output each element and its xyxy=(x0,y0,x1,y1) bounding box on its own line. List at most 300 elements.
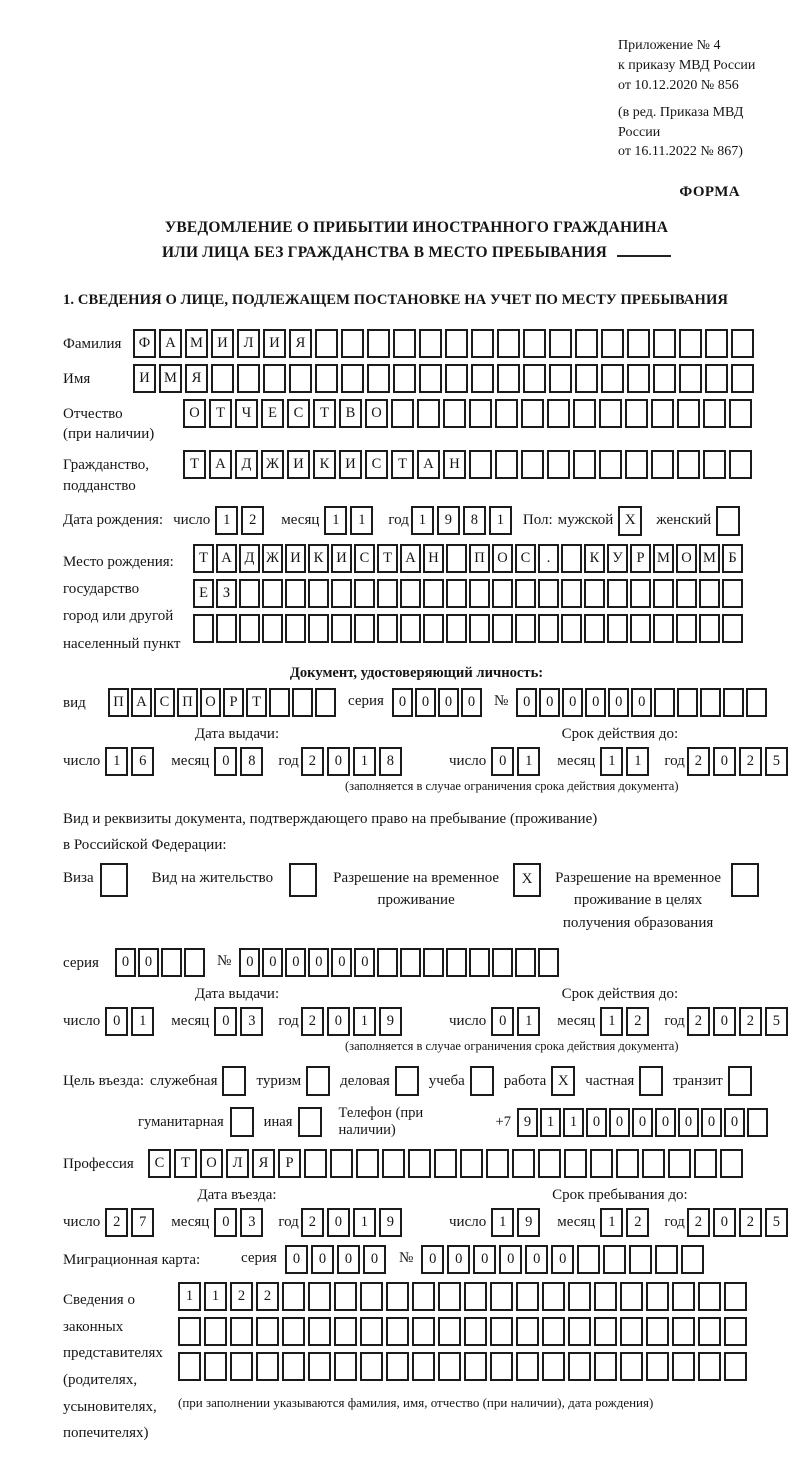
birth-date-label: Дата рождения: xyxy=(63,512,164,529)
doc-number-boxes xyxy=(516,688,769,717)
char-box: К xyxy=(584,544,605,573)
month-label: месяц xyxy=(281,512,320,529)
doc-kind-boxes xyxy=(108,688,338,717)
legal-reps-line1 xyxy=(178,1282,750,1311)
char-box xyxy=(469,614,490,643)
char-box: 9 xyxy=(517,1108,538,1137)
char-box xyxy=(723,688,744,717)
char-box: Т xyxy=(209,399,232,428)
char-box xyxy=(746,688,767,717)
char-box xyxy=(282,1282,305,1311)
char-box: С xyxy=(287,399,310,428)
char-box: 2 xyxy=(626,1007,649,1036)
patronymic-row xyxy=(63,399,770,445)
char-box: 1 xyxy=(600,1208,623,1237)
char-box: И xyxy=(287,450,310,479)
year-label: год xyxy=(664,753,685,770)
char-box xyxy=(400,614,421,643)
char-box xyxy=(521,450,544,479)
char-box: 0 xyxy=(327,747,350,776)
char-box xyxy=(516,1317,539,1346)
phone-prefix: +7 xyxy=(495,1113,511,1130)
purpose-phone-row xyxy=(63,1105,770,1139)
purpose-business-checkbox xyxy=(395,1066,419,1096)
char-box xyxy=(419,364,442,393)
char-box: 0 xyxy=(585,688,606,717)
char-box: С xyxy=(148,1149,171,1178)
char-box: 2 xyxy=(301,1208,324,1237)
char-box: 0 xyxy=(327,1007,350,1036)
number-label: № xyxy=(493,693,509,710)
year-label: год xyxy=(278,1214,299,1231)
char-box: Т xyxy=(246,688,267,717)
profession-boxes xyxy=(148,1149,746,1178)
char-box: 2 xyxy=(687,1208,710,1237)
char-box xyxy=(285,579,306,608)
char-box xyxy=(642,1149,665,1178)
char-box: 2 xyxy=(739,1208,762,1237)
char-box xyxy=(679,364,702,393)
year-label: год xyxy=(664,1214,685,1231)
char-box xyxy=(568,1282,591,1311)
char-box: 0 xyxy=(105,1007,128,1036)
char-box: Т xyxy=(391,450,414,479)
char-box xyxy=(492,948,513,977)
char-box xyxy=(400,579,421,608)
char-box xyxy=(573,450,596,479)
char-box: Н xyxy=(443,450,466,479)
phone-label: Телефон (при наличии) xyxy=(338,1105,424,1139)
char-box: 0 xyxy=(551,1245,574,1274)
char-box xyxy=(460,1149,483,1178)
ref-line: к приказу МВД России xyxy=(618,57,756,73)
char-box xyxy=(694,1149,717,1178)
char-box xyxy=(367,364,390,393)
char-box: 1 xyxy=(353,1208,376,1237)
patronymic-boxes xyxy=(183,399,755,428)
char-box xyxy=(469,450,492,479)
char-box xyxy=(464,1282,487,1311)
char-box: П xyxy=(108,688,129,717)
char-box xyxy=(377,614,398,643)
char-box xyxy=(269,688,290,717)
char-box: 0 xyxy=(499,1245,522,1274)
char-box xyxy=(547,450,570,479)
stay-until-group xyxy=(449,1187,791,1237)
char-box xyxy=(386,1317,409,1346)
doc-kind-label: вид xyxy=(63,695,86,712)
char-box: И xyxy=(211,329,234,358)
char-box: Я xyxy=(252,1149,275,1178)
section1-heading: 1. СВЕДЕНИЯ О ЛИЦЕ, ПОДЛЕЖАЩЕМ ПОСТАНОВКЕ НА УЧЕТ ПО МЕСТУ ПРЕБЫВАНИЯ xyxy=(63,291,729,308)
year-label: год xyxy=(278,753,299,770)
char-box xyxy=(211,364,234,393)
char-box xyxy=(516,1352,539,1381)
char-box xyxy=(492,579,513,608)
char-box: Р xyxy=(630,544,651,573)
char-box xyxy=(469,579,490,608)
char-box xyxy=(354,579,375,608)
char-box xyxy=(263,364,286,393)
char-box: 0 xyxy=(516,688,537,717)
temp-permit-checkbox: X xyxy=(513,863,541,897)
char-box: И xyxy=(331,544,352,573)
char-box: Ж xyxy=(261,450,284,479)
char-box xyxy=(184,948,205,977)
limit-note: (заполняется в случае ограничения срока действия документа) xyxy=(345,779,679,794)
char-box: 2 xyxy=(739,1007,762,1036)
entry-stay-dates xyxy=(63,1187,780,1237)
char-box: 2 xyxy=(230,1282,253,1311)
citizenship-label: Гражданство, подданство xyxy=(63,457,150,494)
char-box xyxy=(464,1352,487,1381)
purpose-study-label: учеба xyxy=(428,1072,465,1089)
char-box xyxy=(705,364,728,393)
residence-number-boxes xyxy=(239,948,561,977)
char-box: П xyxy=(177,688,198,717)
char-box xyxy=(193,614,214,643)
char-box xyxy=(497,364,520,393)
char-box: 0 xyxy=(285,1245,308,1274)
char-box: А xyxy=(417,450,440,479)
char-box: 0 xyxy=(632,1108,653,1137)
month-label: месяц xyxy=(171,753,210,770)
month-label: месяц xyxy=(557,1214,596,1231)
char-box xyxy=(377,579,398,608)
char-box: 2 xyxy=(241,506,264,535)
char-box xyxy=(282,1352,305,1381)
number-label: № xyxy=(398,1250,414,1267)
valid-until-group xyxy=(449,986,791,1036)
char-box: 9 xyxy=(437,506,460,535)
char-box: 0 xyxy=(586,1108,607,1137)
char-box: 0 xyxy=(214,1208,237,1237)
char-box xyxy=(237,364,260,393)
char-box xyxy=(722,614,743,643)
char-box: 1 xyxy=(353,1007,376,1036)
stay-until-heading: Срок пребывания до: xyxy=(552,1187,688,1204)
order-reference xyxy=(618,36,770,162)
char-box: 0 xyxy=(363,1245,386,1274)
title-underline xyxy=(617,241,671,257)
legal-reps-line2 xyxy=(178,1317,750,1346)
char-box: Т xyxy=(174,1149,197,1178)
char-box xyxy=(412,1282,435,1311)
citizenship-row xyxy=(63,450,770,496)
birth-place-line3 xyxy=(193,614,745,643)
char-box xyxy=(354,614,375,643)
birth-place-label: Место рождения: государство город или другой населенный пункт xyxy=(63,553,181,652)
char-box xyxy=(653,329,676,358)
char-box: 1 xyxy=(540,1108,561,1137)
char-box: 1 xyxy=(324,506,347,535)
char-box: 1 xyxy=(215,506,238,535)
char-box xyxy=(653,614,674,643)
char-box xyxy=(672,1317,695,1346)
char-box xyxy=(262,579,283,608)
char-box xyxy=(423,948,444,977)
issue-month-boxes xyxy=(214,747,266,776)
birth-place-boxes xyxy=(193,544,745,643)
visa-checkbox xyxy=(100,863,128,897)
char-box: Л xyxy=(226,1149,249,1178)
char-box: 1 xyxy=(626,747,649,776)
day-label: число xyxy=(63,753,101,770)
char-box xyxy=(256,1317,279,1346)
char-box xyxy=(627,364,650,393)
entry-year-boxes xyxy=(301,1208,405,1237)
char-box xyxy=(262,614,283,643)
purpose-humanitarian-checkbox xyxy=(230,1107,254,1137)
valid-year-boxes xyxy=(687,747,791,776)
given-name-boxes xyxy=(133,364,757,393)
sex-male-checkbox: X xyxy=(618,506,642,536)
form-word: ФОРМА xyxy=(679,184,740,201)
char-box xyxy=(400,948,421,977)
char-box: 2 xyxy=(687,1007,710,1036)
char-box xyxy=(423,614,444,643)
char-box xyxy=(334,1352,357,1381)
char-box: 0 xyxy=(461,688,482,717)
char-box xyxy=(676,614,697,643)
char-box: Т xyxy=(313,399,336,428)
series-label: серия xyxy=(63,955,99,972)
visit-purpose-row xyxy=(63,1066,770,1096)
day-label: число xyxy=(449,1214,487,1231)
char-box xyxy=(471,364,494,393)
char-box: О xyxy=(183,399,206,428)
valid-until-group xyxy=(449,726,791,776)
char-box: 0 xyxy=(491,747,514,776)
legal-reps-boxes xyxy=(178,1282,750,1411)
char-box xyxy=(575,329,598,358)
char-box xyxy=(590,1149,613,1178)
identity-doc-dates xyxy=(63,726,780,776)
char-box: С xyxy=(154,688,175,717)
legal-reps-note: (при заполнении указываются фамилия, имя, отчество (при наличии), дата рождения) xyxy=(178,1395,654,1411)
valid-month-boxes xyxy=(600,1007,652,1036)
char-box xyxy=(646,1282,669,1311)
char-box xyxy=(341,329,364,358)
char-box: 3 xyxy=(240,1007,263,1036)
char-box xyxy=(629,1245,652,1274)
char-box: И xyxy=(263,329,286,358)
char-box: 2 xyxy=(301,1007,324,1036)
char-box xyxy=(655,1245,678,1274)
entry-month-boxes xyxy=(214,1208,266,1237)
char-box: 0 xyxy=(138,948,159,977)
amend-line: (в ред. Приказа МВД России xyxy=(618,104,744,140)
char-box xyxy=(703,399,726,428)
char-box xyxy=(367,329,390,358)
valid-day-boxes xyxy=(491,1007,543,1036)
char-box: Б xyxy=(722,544,743,573)
char-box xyxy=(677,688,698,717)
identity-doc-row xyxy=(63,688,770,717)
char-box: 0 xyxy=(655,1108,676,1137)
char-box xyxy=(282,1317,305,1346)
birth-date-row xyxy=(63,506,770,536)
char-box: 0 xyxy=(525,1245,548,1274)
purpose-official-checkbox xyxy=(222,1066,246,1096)
year-label: год xyxy=(278,1013,299,1030)
char-box: 0 xyxy=(724,1108,745,1137)
citizenship-boxes xyxy=(183,450,755,479)
residence-doc-dates xyxy=(63,986,780,1036)
char-box xyxy=(668,1149,691,1178)
char-box: О xyxy=(200,1149,223,1178)
ref-line: от 10.12.2020 № 856 xyxy=(618,77,739,93)
visa-label: Виза xyxy=(63,869,94,886)
char-box xyxy=(495,399,518,428)
char-box xyxy=(308,1317,331,1346)
birth-place-row xyxy=(63,544,770,658)
char-box xyxy=(256,1352,279,1381)
valid-until-heading: Срок действия до: xyxy=(561,986,679,1003)
char-box xyxy=(308,1282,331,1311)
char-box xyxy=(308,614,329,643)
char-box: 0 xyxy=(308,948,329,977)
char-box xyxy=(646,1317,669,1346)
char-box: 1 xyxy=(411,506,434,535)
char-box xyxy=(672,1352,695,1381)
char-box: 8 xyxy=(379,747,402,776)
char-box xyxy=(720,1149,743,1178)
char-box: Н xyxy=(423,544,444,573)
char-box xyxy=(495,450,518,479)
doc-series-boxes xyxy=(392,688,484,717)
char-box xyxy=(607,614,628,643)
char-box: 2 xyxy=(301,747,324,776)
char-box xyxy=(445,329,468,358)
char-box: 7 xyxy=(131,1208,154,1237)
purpose-tourism-checkbox xyxy=(306,1066,330,1096)
char-box: И xyxy=(339,450,362,479)
purpose-business-label: деловая xyxy=(340,1072,390,1089)
char-box xyxy=(577,1245,600,1274)
valid-month-boxes xyxy=(600,747,652,776)
char-box xyxy=(521,399,544,428)
char-box xyxy=(620,1282,643,1311)
char-box: 0 xyxy=(701,1108,722,1137)
char-box xyxy=(538,1149,561,1178)
char-box xyxy=(417,399,440,428)
char-box xyxy=(230,1317,253,1346)
char-box xyxy=(705,329,728,358)
char-box: О xyxy=(492,544,513,573)
day-label: число xyxy=(449,753,487,770)
char-box xyxy=(178,1352,201,1381)
char-box xyxy=(334,1317,357,1346)
issue-day-boxes xyxy=(105,747,157,776)
char-box xyxy=(434,1149,457,1178)
char-box: О xyxy=(200,688,221,717)
char-box xyxy=(627,329,650,358)
sex-male-label: мужской xyxy=(557,512,614,529)
char-box xyxy=(419,329,442,358)
title-line-1: УВЕДОМЛЕНИЕ О ПРИБЫТИИ ИНОСТРАННОГО ГРАЖДАНИНА xyxy=(164,219,669,237)
char-box xyxy=(594,1317,617,1346)
purpose-work-label: работа xyxy=(503,1072,547,1089)
char-box: 1 xyxy=(489,506,512,535)
limit-note: (заполняется в случае ограничения срока действия документа) xyxy=(345,1039,679,1054)
amendment-reference xyxy=(618,103,770,163)
char-box xyxy=(445,364,468,393)
char-box: М xyxy=(653,544,674,573)
char-box: П xyxy=(469,544,490,573)
char-box: 2 xyxy=(256,1282,279,1311)
char-box: 1 xyxy=(517,747,540,776)
char-box xyxy=(423,579,444,608)
phone-boxes xyxy=(517,1108,770,1137)
residence-doc-options xyxy=(63,863,770,935)
issue-year-boxes xyxy=(301,747,405,776)
char-box: 2 xyxy=(626,1208,649,1237)
char-box xyxy=(334,1282,357,1311)
char-box xyxy=(538,948,559,977)
char-box xyxy=(490,1282,513,1311)
char-box: 8 xyxy=(240,747,263,776)
surname-boxes xyxy=(133,329,757,358)
char-box xyxy=(438,1352,461,1381)
amend-line: от 16.11.2022 № 867) xyxy=(618,144,743,160)
purpose-transit-checkbox xyxy=(728,1066,752,1096)
char-box: 0 xyxy=(631,688,652,717)
char-box: 0 xyxy=(713,747,736,776)
char-box: 0 xyxy=(214,1007,237,1036)
migration-series-boxes xyxy=(285,1245,389,1274)
char-box xyxy=(601,364,624,393)
migration-card-row xyxy=(63,1245,770,1274)
char-box xyxy=(315,329,338,358)
birth-month-boxes xyxy=(324,506,376,535)
char-box xyxy=(446,614,467,643)
char-box xyxy=(331,614,352,643)
char-box xyxy=(654,688,675,717)
char-box xyxy=(651,399,674,428)
char-box xyxy=(698,1352,721,1381)
char-box: 1 xyxy=(517,1007,540,1036)
residence-permit-checkbox xyxy=(289,863,317,897)
char-box: 0 xyxy=(392,688,413,717)
char-box xyxy=(538,579,559,608)
char-box: 5 xyxy=(765,1208,788,1237)
char-box xyxy=(469,948,490,977)
char-box xyxy=(698,1317,721,1346)
char-box: 0 xyxy=(473,1245,496,1274)
stay-year-boxes xyxy=(687,1208,791,1237)
char-box: 1 xyxy=(105,747,128,776)
char-box xyxy=(360,1317,383,1346)
char-box xyxy=(651,450,674,479)
char-box xyxy=(679,329,702,358)
char-box xyxy=(731,364,754,393)
char-box xyxy=(603,1245,626,1274)
char-box: Т xyxy=(193,544,214,573)
char-box xyxy=(360,1352,383,1381)
char-box xyxy=(216,614,237,643)
char-box xyxy=(308,579,329,608)
char-box xyxy=(391,399,414,428)
char-box xyxy=(620,1352,643,1381)
char-box xyxy=(561,614,582,643)
char-box xyxy=(547,399,570,428)
char-box xyxy=(538,614,559,643)
char-box: У xyxy=(607,544,628,573)
char-box: . xyxy=(538,544,559,573)
char-box: 5 xyxy=(765,1007,788,1036)
char-box xyxy=(646,1352,669,1381)
